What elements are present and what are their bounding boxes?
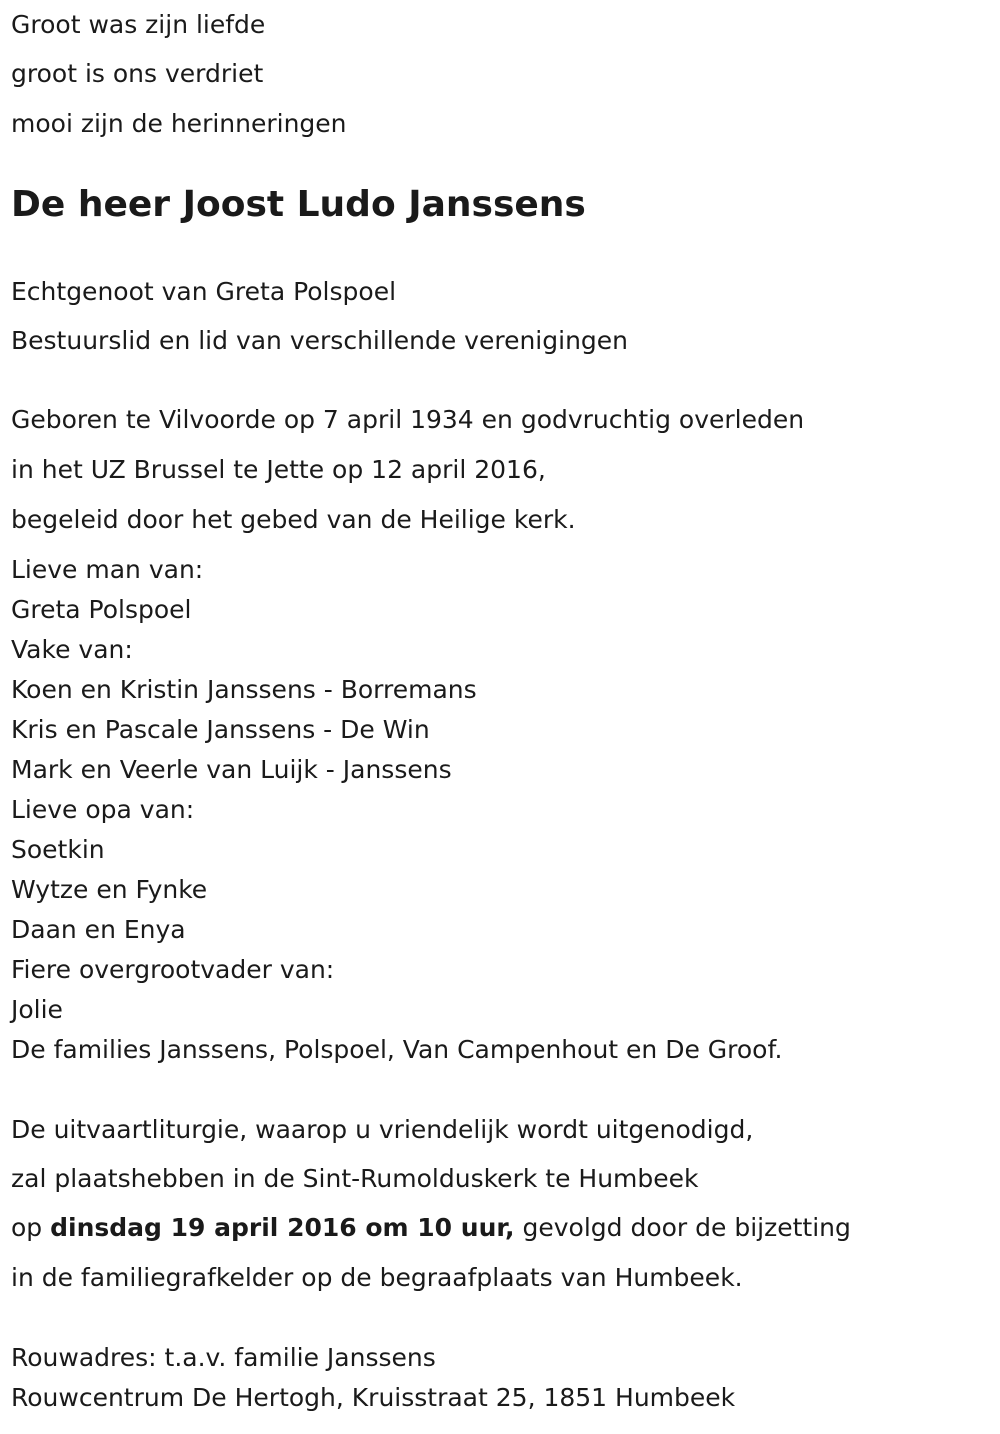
address-line: Rouwadres: t.a.v. familie Janssens (11, 1343, 436, 1372)
funeral-suffix: gevolgd door de bijzetting (514, 1213, 851, 1242)
deceased-name: De heer Joost Ludo Janssens (11, 184, 586, 225)
birth-line: in het UZ Brussel te Jette op 12 april 2016, (11, 455, 546, 484)
funeral-prefix: op (11, 1213, 51, 1242)
family-line: Lieve man van: (11, 555, 204, 584)
funeral-date: dinsdag 19 april 2016 om 10 uur, (50, 1213, 515, 1242)
funeral-line: in de familiegrafkelder op de begraafplaats van Humbeek. (11, 1263, 743, 1292)
poem-line: groot is ons verdriet (11, 59, 264, 88)
family-line: Lieve opa van: (11, 795, 195, 824)
family-line: Koen en Kristin Janssens - Borremans (11, 675, 477, 704)
family-line: Kris en Pascale Janssens - De Win (11, 715, 430, 744)
family-line: Vake van: (11, 635, 133, 664)
family-line: Greta Polspoel (11, 595, 192, 624)
family-line: Wytze en Fynke (11, 875, 208, 904)
role-line: Bestuurslid en lid van verschillende verenigingen (11, 326, 629, 355)
family-line: Fiere overgrootvader van: (11, 955, 335, 984)
family-line: Daan en Enya (11, 915, 186, 944)
address-line: Rouwcentrum De Hertogh, Kruisstraat 25, 1851 Humbeek (11, 1383, 736, 1412)
poem-line: Groot was zijn liefde (11, 10, 266, 39)
family-line: De families Janssens, Polspoel, Van Campenhout en De Groof. (11, 1035, 783, 1064)
family-line: Mark en Veerle van Luijk - Janssens (11, 755, 452, 784)
family-line: Soetkin (11, 835, 105, 864)
funeral-line: zal plaatshebben in de Sint-Rumolduskerk te Humbeek (11, 1164, 699, 1193)
funeral-line (11, 1213, 851, 1243)
family-line: Jolie (11, 995, 63, 1024)
birth-line: Geboren te Vilvoorde op 7 april 1934 en godvruchtig overleden (11, 405, 805, 434)
poem-line: mooi zijn de herinneringen (11, 109, 347, 138)
funeral-line: De uitvaartliturgie, waarop u vriendelijk wordt uitgenodigd, (11, 1115, 754, 1144)
role-line: Echtgenoot van Greta Polspoel (11, 277, 397, 306)
birth-line: begeleid door het gebed van de Heilige kerk. (11, 505, 576, 534)
